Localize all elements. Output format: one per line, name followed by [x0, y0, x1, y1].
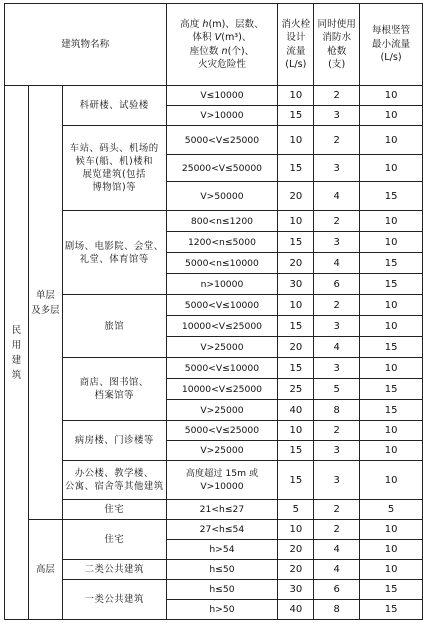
row-flow: 10 — [278, 520, 314, 540]
row-guns: 6 — [314, 580, 360, 600]
category-residence-high: 住宅 — [62, 520, 166, 560]
row-condition: 25000<V≤50000 — [166, 155, 278, 182]
category-ward: 病房楼、门诊楼等 — [62, 421, 166, 461]
row-riser: 10 — [360, 106, 423, 126]
header-simultaneous-guns: 同时使用 消防水 枪数 (支) — [314, 4, 360, 86]
row-flow: 5 — [278, 500, 314, 520]
row-condition: 高度超过 15m 或 V>10000 — [166, 461, 278, 500]
row-condition: V>25000 — [166, 400, 278, 421]
row-riser: 10 — [360, 421, 423, 441]
row-flow: 15 — [278, 358, 314, 379]
row-guns: 4 — [314, 560, 360, 580]
row-flow: 15 — [278, 441, 314, 461]
row-flow: 10 — [278, 126, 314, 155]
row-riser: 10 — [360, 86, 423, 106]
row-riser: 10 — [360, 520, 423, 540]
row-guns: 2 — [314, 211, 360, 232]
row-guns: 4 — [314, 337, 360, 358]
row-condition: h≤50 — [166, 560, 278, 580]
row-flow: 20 — [278, 337, 314, 358]
row-riser: 10 — [360, 358, 423, 379]
row-riser: 15 — [360, 253, 423, 274]
row-condition: V>25000 — [166, 337, 278, 358]
row-riser: 15 — [360, 182, 423, 211]
row-condition: V>10000 — [166, 106, 278, 126]
row-flow: 15 — [278, 461, 314, 500]
row-flow: 20 — [278, 182, 314, 211]
row-condition: 5000<V≤10000 — [166, 295, 278, 316]
row-condition: h>50 — [166, 600, 278, 620]
row-condition: 21<h≤27 — [166, 500, 278, 520]
row-guns: 8 — [314, 400, 360, 421]
header-hydrant-flow: 消火栓 设计 流量 (L/s) — [278, 4, 314, 86]
row-condition: 27<h≤54 — [166, 520, 278, 540]
row-riser: 10 — [360, 441, 423, 461]
row-flow: 30 — [278, 274, 314, 295]
row-flow: 15 — [278, 232, 314, 253]
row-riser: 10 — [360, 211, 423, 232]
row-riser: 10 — [360, 232, 423, 253]
row-condition: V>50000 — [166, 182, 278, 211]
row-condition: 5000<V≤10000 — [166, 358, 278, 379]
row-riser: 10 — [360, 155, 423, 182]
row-riser: 15 — [360, 600, 423, 620]
category-class1-public: 一类公共建筑 — [62, 580, 166, 620]
row-guns: 2 — [314, 421, 360, 441]
row-condition: V>25000 — [166, 441, 278, 461]
category-office: 办公楼、教学楼、 公寓、宿舍等其他建筑 — [62, 461, 166, 500]
row-riser: 15 — [360, 400, 423, 421]
row-guns: 5 — [314, 379, 360, 400]
group-low-multi: 单层 及多层 — [28, 86, 62, 520]
row-guns: 3 — [314, 358, 360, 379]
row-condition: n>10000 — [166, 274, 278, 295]
row-guns: 8 — [314, 600, 360, 620]
row-flow: 20 — [278, 560, 314, 580]
row-flow: 15 — [278, 155, 314, 182]
category-station-exhibition: 车站、码头、机场的 候车(船、机)楼和 展览建筑(包括 博物馆)等 — [62, 126, 166, 211]
row-condition: 5000<V≤25000 — [166, 126, 278, 155]
row-riser: 10 — [360, 540, 423, 560]
row-flow: 15 — [278, 316, 314, 337]
row-guns: 4 — [314, 182, 360, 211]
row-condition: 5000<n≤10000 — [166, 253, 278, 274]
row-riser: 15 — [360, 337, 423, 358]
row-condition: 1200<n≤5000 — [166, 232, 278, 253]
row-guns: 2 — [314, 295, 360, 316]
category-research: 科研楼、试验楼 — [62, 86, 166, 126]
row-riser: 15 — [360, 379, 423, 400]
header-building-name: 建筑物名称 — [5, 4, 167, 86]
row-guns: 2 — [314, 520, 360, 540]
row-riser: 15 — [360, 274, 423, 295]
row-flow: 20 — [278, 540, 314, 560]
category-hotel: 旅馆 — [62, 295, 166, 358]
row-guns: 3 — [314, 106, 360, 126]
row-condition: V≤10000 — [166, 86, 278, 106]
row-guns: 3 — [314, 155, 360, 182]
row-guns: 2 — [314, 500, 360, 520]
category-theater: 剧场、电影院、会堂、 礼堂、体育馆等 — [62, 211, 166, 295]
header-min-riser-flow: 每根竖管 最小流量 (L/s) — [360, 4, 423, 86]
row-flow: 10 — [278, 211, 314, 232]
row-guns: 2 — [314, 126, 360, 155]
row-flow: 30 — [278, 580, 314, 600]
row-riser: 10 — [360, 461, 423, 500]
row-riser: 15 — [360, 580, 423, 600]
row-riser: 10 — [360, 126, 423, 155]
row-flow: 40 — [278, 400, 314, 421]
row-guns: 6 — [314, 274, 360, 295]
row-riser: 10 — [360, 316, 423, 337]
row-guns: 3 — [314, 441, 360, 461]
row-flow: 25 — [278, 379, 314, 400]
row-riser: 10 — [360, 295, 423, 316]
row-condition: h≤50 — [166, 580, 278, 600]
row-condition: 10000<V≤25000 — [166, 379, 278, 400]
row-condition: 800<n≤1200 — [166, 211, 278, 232]
row-guns: 3 — [314, 461, 360, 500]
row-guns: 4 — [314, 253, 360, 274]
row-riser: 10 — [360, 560, 423, 580]
row-guns: 2 — [314, 86, 360, 106]
row-condition: h>54 — [166, 540, 278, 560]
row-flow: 10 — [278, 86, 314, 106]
row-flow: 15 — [278, 106, 314, 126]
row-flow: 20 — [278, 253, 314, 274]
row-condition: 5000<V≤25000 — [166, 421, 278, 441]
row-guns: 3 — [314, 316, 360, 337]
group-civil: 民用建筑 — [5, 86, 29, 620]
header-params: 高度 h(m)、层数、 体积 V(m³)、 座位数 n(个)、 火灾危险性 — [166, 4, 278, 86]
category-residence-low: 住宅 — [62, 500, 166, 520]
category-class2-public: 二类公共建筑 — [62, 560, 166, 580]
row-flow: 10 — [278, 295, 314, 316]
row-riser: 5 — [360, 500, 423, 520]
category-store-library: 商店、图书馆、 档案馆等 — [62, 358, 166, 421]
row-flow: 40 — [278, 600, 314, 620]
row-condition: 10000<V≤25000 — [166, 316, 278, 337]
hydrant-flow-table — [4, 3, 423, 620]
row-guns: 3 — [314, 232, 360, 253]
row-guns: 4 — [314, 540, 360, 560]
row-flow: 10 — [278, 421, 314, 441]
group-high-rise: 高层 — [28, 520, 62, 620]
